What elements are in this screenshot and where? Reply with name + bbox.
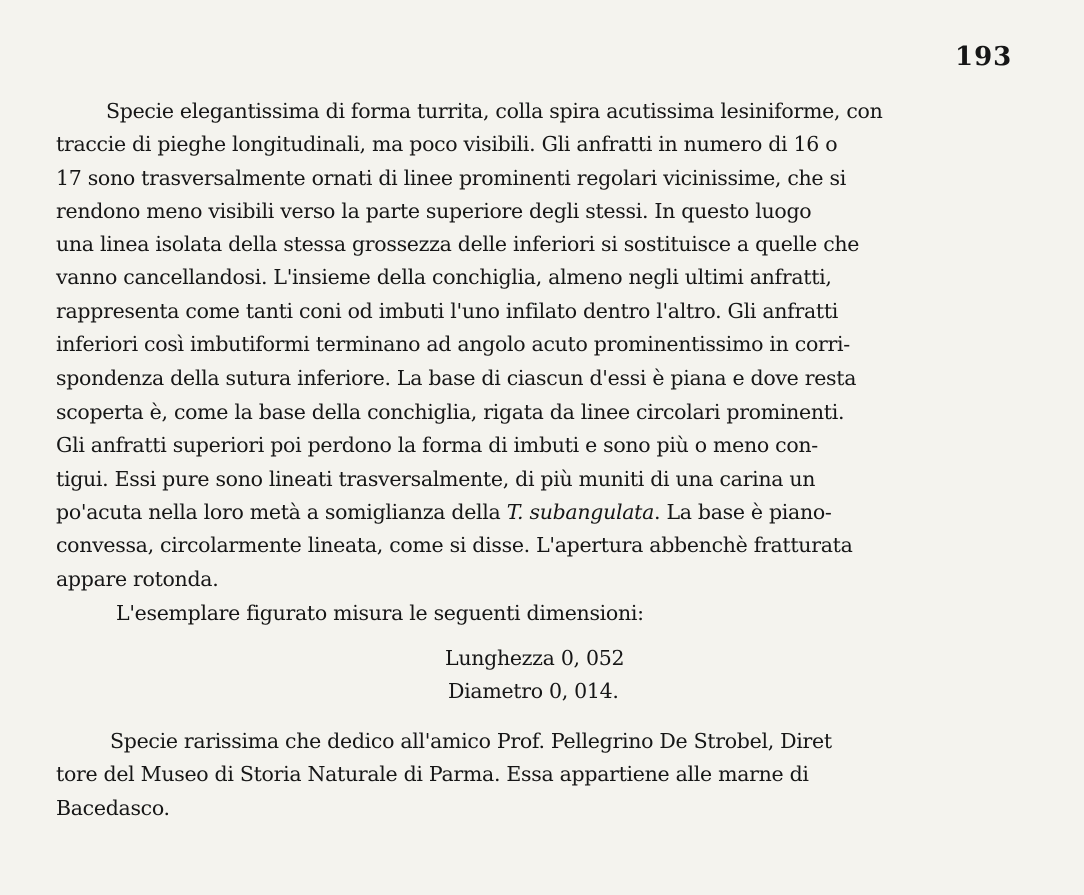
text-line: tigui. Essi pure sono lineati trasversalmente, di più muniti di una carina un — [56, 467, 816, 491]
species-name-italic: T. subangulata — [506, 500, 655, 524]
text-line: Gli anfratti superiori poi perdono la forma di imbuti e sono più o meno con- — [56, 433, 818, 457]
text-line: spondenza della sutura inferiore. La base di ciascun d'essi è piana e dove resta — [56, 366, 857, 390]
page-number: 193 — [955, 42, 1013, 72]
text-line: rendono meno visibili verso la parte superiore degli stessi. In questo luogo — [56, 199, 812, 223]
length-measurement: Lunghezza 0, 052 — [445, 646, 625, 670]
text-line: traccie di pieghe longitudinali, ma poco visibili. Gli anfratti in numero di 16 o — [56, 132, 838, 156]
text-line: inferiori così imbutiformi terminano ad angolo acuto prominentissimo in corri- — [56, 332, 850, 356]
text-line: rappresenta come tanti coni od imbuti l'uno infilato dentro l'altro. Gli anfratti — [56, 299, 839, 323]
text-line: Specie rarissima che dedico all'amico Prof. Pellegrino De Strobel, Diret — [110, 729, 832, 753]
text-line: convessa, circolarmente lineata, come si disse. L'apertura abbenchè fratturata — [56, 533, 853, 557]
text-line: scoperta è, come la base della conchiglia, rigata da linee circolari prominenti. — [56, 400, 845, 424]
text-segment: po'acuta nella loro metà a somiglianza della — [56, 500, 507, 524]
text-line: tore del Museo di Storia Naturale di Parma. Essa appartiene alle marne di — [56, 762, 809, 786]
text-line: Bacedasco. — [56, 796, 170, 820]
text-line: 17 sono trasversalmente ornati di linee prominenti regolari vicinissime, che si — [56, 166, 846, 190]
text-line: Specie elegantissima di forma turrita, colla spira acutissima lesiniforme, con — [106, 99, 883, 123]
diameter-measurement: Diametro 0, 014. — [448, 679, 619, 703]
text-segment: . La base è piano- — [654, 500, 832, 524]
text-line: appare rotonda. — [56, 567, 219, 591]
measurement-intro: L'esemplare figurato misura le seguenti dimensioni: — [116, 601, 644, 625]
text-line: vanno cancellandosi. L'insieme della conchiglia, almeno negli ultimi anfratti, — [56, 265, 832, 289]
text-line — [56, 502, 832, 523]
text-line: una linea isolata della stessa grossezza delle inferiori si sostituisce a quelle che — [56, 232, 860, 256]
